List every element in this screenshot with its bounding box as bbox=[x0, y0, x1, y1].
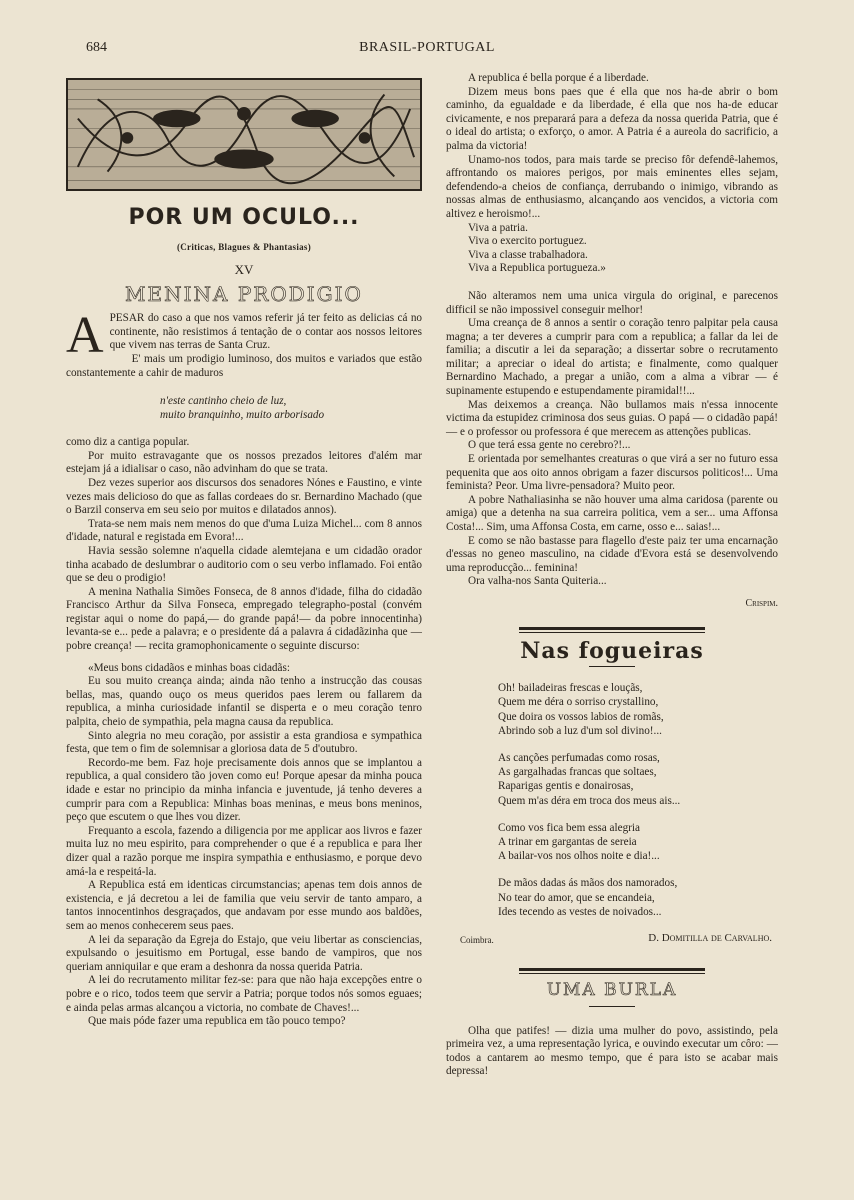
poem-line: As gargalhadas francas que soltaes, bbox=[498, 766, 657, 779]
poem-stanza bbox=[498, 821, 778, 864]
poem-author: D. Domitilla de Carvalho. bbox=[648, 932, 772, 944]
section-divider bbox=[519, 968, 705, 971]
paragraph: A republica é bella porque é a liberdade. bbox=[468, 72, 649, 84]
paragraph: A lei do recrutamento militar fez-se: para que não haja excepções entre o pobre e o rico, todos teem que servir a Patria; porque todos nós somos eguaes; e ainda pelas armas alcançou a victoria, no combate de Chaves!... bbox=[66, 974, 422, 1014]
poem-line: Como vos fica bem essa alegria bbox=[498, 821, 640, 834]
poem-line: As canções perfumadas como rosas, bbox=[498, 751, 660, 764]
section-divider-thin bbox=[519, 632, 705, 633]
paragraph: Olha que patifes! — dizia uma mulher do povo, assistindo, pela primeira vez, a uma representação lyrica, e ouvindo executar um côro: — todos a cantarem ao mesmo tempo, que é para isto se acabar mais depressa! bbox=[446, 1024, 778, 1078]
viva-line: Viva a patria. bbox=[468, 221, 528, 234]
quoted-verse bbox=[160, 394, 422, 422]
paragraph: Dez vezes superior aos discursos dos senadores Nónes e Faustino, e vinte vezes mais delicioso do que as fallas cordeaes do sr. Bernardino Machado (que o Barzil conserva em seu seio por muitos e dilatados annos). bbox=[66, 476, 422, 517]
article-signature: Crispim. bbox=[745, 597, 778, 609]
paragraph: A menina Nathalia Simões Fonseca, de 8 annos d'idade, filha do cidadão Francisco Arthur da Silva Fonseca, empregado telegrapho-postal (convém registar aqui o nome do papá,— do grande papá!— da pobre innocentinha) levanta-se e... pede a palavra; e o presidente dá a palavra á cidadãzinha que — pobre creança! — recita gramophonicamente o seguinte discurso: bbox=[66, 585, 422, 653]
paragraph: Por muito estravagante que os nossos prezados leitores d'além mar estejam já a idialisar o caso, não advinham do que se trata. bbox=[66, 449, 422, 476]
paragraph: Sinto alegria no meu coração, por assistir a esta grandiosa e sympathica festa, que tem o fim de solemnisar a gloriosa data de 5 d'outubro. bbox=[66, 729, 422, 756]
drop-cap: A bbox=[66, 307, 104, 365]
viva-list bbox=[446, 222, 778, 276]
poem-title: Nas fogueiras bbox=[520, 637, 704, 664]
article-subtitle: (Criticas, Blagues & Phantasias) bbox=[176, 242, 312, 252]
section-divider-thin bbox=[519, 973, 705, 974]
poem-line: A bailar-vos nos olhos noite e dia!... bbox=[498, 850, 660, 863]
viva-line: Viva a Republica portugueza.» bbox=[468, 262, 606, 275]
paragraph: como diz a cantiga popular. bbox=[66, 436, 190, 449]
decorative-engraving bbox=[66, 78, 422, 191]
poem-line: De mãos dadas ás mãos dos namorados, bbox=[498, 877, 678, 890]
right-column bbox=[446, 72, 778, 1079]
poem-place: Coimbra. bbox=[460, 935, 494, 945]
poem-line: Quem me déra o sorriso crystallino, bbox=[498, 696, 659, 709]
paragraph: E como se não bastasse para flagello d'este paiz ter uma encarnação d'essas no geneo masculino, na cidade d'Evora está se desenvolvendo uma reproducção... feminina! bbox=[446, 534, 778, 574]
paragraph: Mas deixemos a creança. Não bullamos mais n'essa innocente victima da estupidez criminosa dos seus guias. O papá — o cidadão papá! — e o professor ou professora é que merecem as attenções publicas. bbox=[446, 398, 778, 438]
verse-line: muito branquinho, muito arborisado bbox=[160, 409, 325, 422]
journal-title: BRASIL-PORTUGAL bbox=[359, 40, 495, 55]
poem-stanza bbox=[498, 751, 778, 808]
poem-line: Que doira os vossos labios de romãs, bbox=[498, 710, 664, 723]
paragraph: E orientada por semelhantes creaturas o que virá a ser no futuro essa pequenita que aos oito annos obrigam a fazer discursos politicos!... Uma feminista? Peor. Uma livre-pensadora? Muito peor. bbox=[446, 453, 778, 493]
poem-line: Ides tecendo as vestes de noivados... bbox=[498, 905, 662, 918]
paragraph: A Republica está em identicas circumstancias; apenas tem dois annos de existencia, e já decretou a lei de familia que veiu servir de tanto amparo, a tantos innocentinhos desgraçados, que andavam por esse mundo aos baldões, sem ao menos conhecerem seus paes. bbox=[66, 879, 422, 932]
poem-line: Abrindo sob a luz d'um sol divino!... bbox=[498, 724, 662, 737]
paragraph: Uma creança de 8 annos a sentir o coração tenro palpitar pela causa magna; a ter deveres a cumprir para com a republica; a fallar da lei de familia; a discutir a lei da separação; a dissertar sobre o recrutamento militar; a apreciar o ideal do artista; e finalmente, como qualquer Bernardino Machado, a pregar a união, com a alma a vibrar — é supinamente estupendo e estupendamente piramidal!!... bbox=[446, 317, 778, 398]
viva-line: Viva o exercito portuguez. bbox=[468, 235, 587, 248]
poem-footer bbox=[446, 932, 778, 948]
paragraph: Frequanto a escola, fazendo a diligencia por me applicar aos livros e fazer muita luz no meu espirito, para comprehender o que é a republica e para lher dizer qual a razão porque me inspira sympathia e enthusiasmo, e porque devo amá-la e respeitá-la. bbox=[66, 824, 422, 878]
paragraph: A lei da separação da Egreja do Estajo, que veiu libertar as consciencias, expulsando o jesuitismo em Portugal, esse bando de vampiros, que nos queriam anniquilar e que eram a deshonra da nossa querida Patria. bbox=[66, 933, 422, 973]
poem-stanza bbox=[498, 681, 778, 738]
verse-line: n'este cantinho cheio de luz, bbox=[160, 395, 287, 408]
intro-paragraph bbox=[66, 307, 423, 380]
paragraph: Que mais póde fazer uma republica em tão pouco tempo? bbox=[88, 1015, 346, 1028]
poem-stanza bbox=[498, 876, 778, 919]
paragraph: Eu sou muito creança ainda; ainda não tenho a instrucção das cousas bellas, mas, quando ouço os meus queridos paes lerem ou fallarem da republica, a minha curiosidade infantil se disperta e o meu coração tenro palpita, cheio de sympathia, pela magna causa da republica. bbox=[66, 675, 422, 729]
poem-line: Raparigas gentis e donairosas, bbox=[498, 780, 634, 793]
paragraph: PESAR do caso a que nos vamos referir já ter feito as delicias cá no continente, não resistimos á tentação de o contar aos nossos leitores que vivem nas terras de Santa Cruz. bbox=[109, 312, 423, 352]
paragraph: A pobre Nathaliasinha se não houver uma alma caridosa (parente ou amiga) que a detenha na sua carreira politica, vem a ser... uma Affonsa Costa!... Sim, uma Affonsa Costa, em carne, osso e... saias!... bbox=[446, 493, 778, 533]
poem-line: A trinar em gargantas de sereia bbox=[498, 835, 637, 848]
poem-line: Quem m'as déra em troca dos meus ais... bbox=[498, 794, 681, 807]
paragraph: Dizem meus bons paes que é ella que nos ha-de abrir o bom caminho, da egualdade e da liberdade, é ella que nos ha-de educar civicamente, e nos preparará para a defeza da nossa querida Patria, que é o ideal do artista; o exforço, o amor. A Patria é a aureola do sacrificio, a palma da victoria! bbox=[446, 85, 778, 152]
left-column bbox=[66, 72, 422, 1029]
paragraph: Não alteramos nem uma unica virgula do original, e parecenos difficil se não impossivel conseguir melhor! bbox=[446, 289, 778, 316]
page-number: 684 bbox=[86, 40, 107, 55]
poem-line: Oh! bailadeiras frescas e louçãs, bbox=[498, 682, 643, 695]
poem bbox=[498, 681, 778, 919]
poem-rule bbox=[589, 666, 635, 667]
paragraph: O que terá essa gente no cerebro?!... bbox=[468, 439, 631, 452]
running-head bbox=[0, 40, 854, 60]
paragraph: Trata-se nem mais nem menos do que d'uma Luiza Michel... com 8 annos d'idade, natural e registada em Evora!... bbox=[66, 517, 422, 544]
paragraph: Havia sessão solemne n'aquella cidade alemtejana e um cidadão orador tinha acabado de deslumbrar o auditorio com o seu verbo inflamado. Foi então que se deu o prodigio! bbox=[66, 544, 422, 585]
viva-line: Viva a classe trabalhadora. bbox=[468, 248, 588, 261]
burla-rule bbox=[589, 1006, 635, 1007]
section-title: MENINA PRODIGIO bbox=[125, 282, 363, 307]
poem-line: No tear do amor, que se encandeia, bbox=[498, 891, 655, 904]
paragraph: Recordo-me bem. Faz hoje precisamente dois annos que se implantou a republica, a qual considero tão joven como eu! Porque apesar da minha pouca idade e estar no principio da minha infancia e juventude, já tenho deveres a cumprir para com a Republica: Minhas boas meninas, e meus bons meninos, peço que escutem o que lhes vou dizer. bbox=[66, 756, 422, 824]
paragraph: E' mais um prodigio luminoso, dos muitos e variados que estão constantemente a cahir de maduros bbox=[66, 352, 422, 379]
burla-title: UMA BURLA bbox=[546, 980, 678, 1000]
paragraph: Unamo-nos todos, para mais tarde se preciso fôr defendê-lahemos, affrontando os maiores perigos, por mais eminentes elles sejam, defendendo-a cheios de confiança, derrubando o inimigo, vibrando as nossas almas de enthusiasmo, alcançando aos vencidos, a victoria com altivez e heroismo!... bbox=[446, 153, 778, 220]
paragraph: «Meus bons cidadãos e minhas boas cidadãs: bbox=[88, 661, 290, 674]
article-headline: POR UM OCULO... bbox=[128, 205, 360, 230]
paragraph: Ora valha-nos Santa Quiteria... bbox=[468, 575, 607, 588]
series-number: XV bbox=[234, 261, 254, 277]
section-divider bbox=[519, 627, 705, 630]
